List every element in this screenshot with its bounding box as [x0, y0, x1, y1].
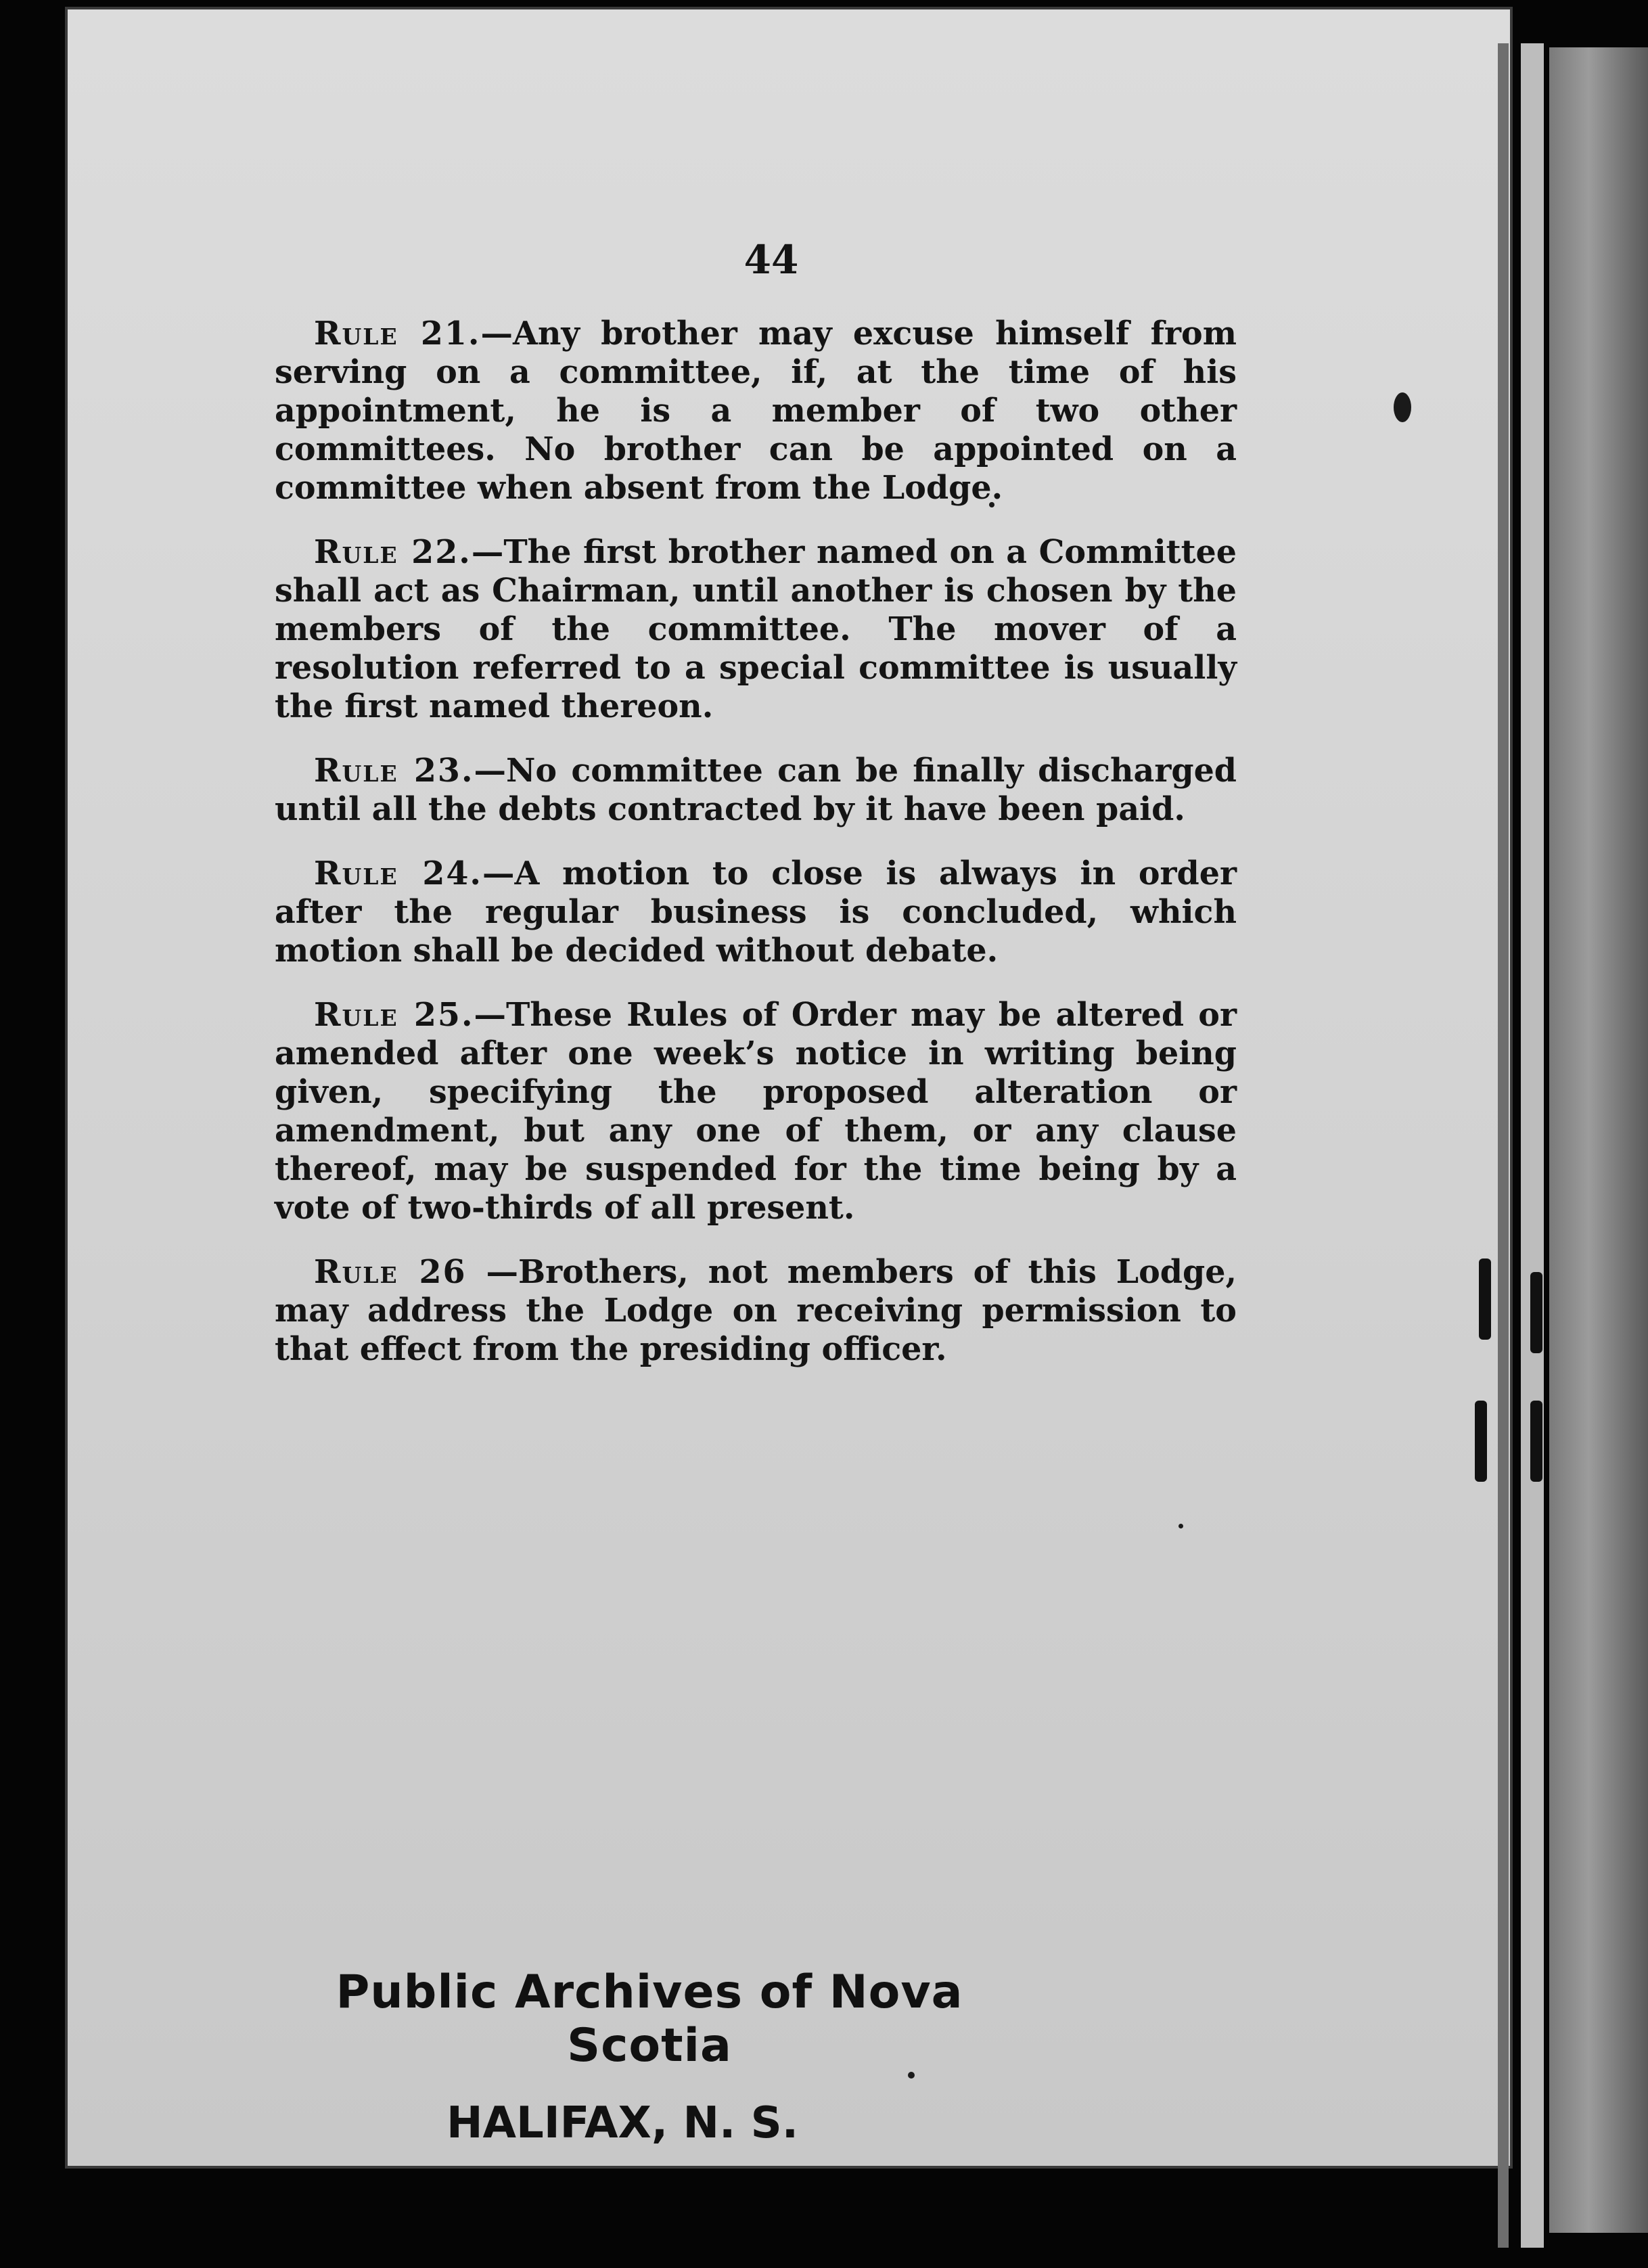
rule-text: —A motion to close is always in order after the regular business is concluded, which motion shall be decided without debate.	[275, 855, 1237, 970]
binding-mark	[1475, 1401, 1487, 1482]
rule-label: Rule 25.	[314, 996, 474, 1034]
stamp-line-archives: Public Archives of Nova Scotia	[336, 1966, 963, 2072]
paper-speck	[1178, 1524, 1183, 1528]
rule-label: Rule 21.	[314, 315, 481, 353]
page-edge	[1521, 43, 1544, 2248]
page-edge	[1498, 43, 1509, 2248]
rule-text: —The first brother named on a Committee shall act as Chairman, until another is chosen by the members of the committee. The mover of a resolution referred to a special committee is usually the first named thereon.	[275, 533, 1237, 725]
rule-paragraph	[275, 996, 1237, 1227]
rule-paragraph	[275, 855, 1237, 970]
binding-mark	[1530, 1272, 1542, 1353]
rule-paragraph	[275, 752, 1237, 829]
rule-label: Rule 23.	[314, 752, 474, 790]
page-number: 44	[743, 237, 799, 283]
binding-mark	[1530, 1401, 1542, 1482]
rule-paragraph	[275, 315, 1237, 507]
paper-speck	[1394, 392, 1411, 422]
rule-text: —Brothers, not members of this Lodge, may address the Lodge on receiving permission to that effect from the presiding officer.	[275, 1253, 1237, 1368]
archive-stamp	[325, 1966, 1001, 2148]
stamp-line-location: HALIFAX, N. S.	[446, 2098, 799, 2148]
rule-paragraph	[275, 533, 1237, 726]
rule-label: Rule 24.	[314, 855, 482, 892]
rule-paragraph	[275, 1253, 1237, 1369]
adjacent-page-strip	[1549, 47, 1648, 2233]
binding-mark	[1479, 1258, 1491, 1340]
rule-label: Rule 26	[314, 1253, 467, 1291]
rule-text: —Any brother may excuse himself from serving on a committee, if, at the time of his appointment, he is a member of two other committees. No brother can be appointed on a committee when absent from the Lodge.	[275, 315, 1237, 507]
rule-text: —No committee can be finally discharged until all the debts contracted by it have been paid.	[275, 752, 1237, 828]
rule-label: Rule 22.	[314, 533, 472, 571]
rule-text: —These Rules of Order may be altered or amended after one week’s notice in writing being given, specifying the proposed alteration or amendment, but any one of them, or any clause thereof, may be suspended for the time being by a vote of two-thirds of all present.	[275, 996, 1237, 1227]
rules-text	[275, 315, 1237, 1394]
